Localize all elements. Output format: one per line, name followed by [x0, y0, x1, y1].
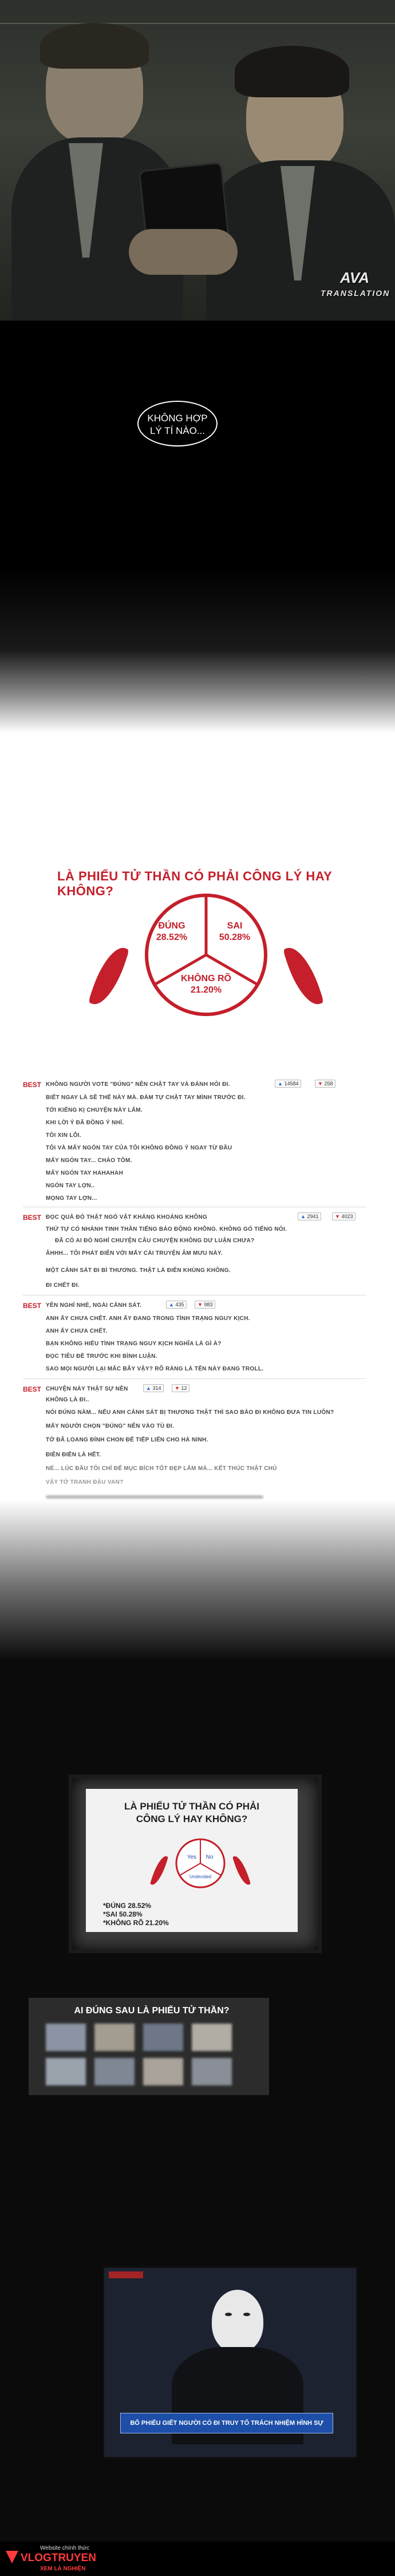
blurred-thumbnail	[94, 2024, 135, 2051]
comment-3-line-6: SAO MỌI NGƯỜI LẠI MẮC BẪY VẬY? RÕ RÀNG LÀ TÊN NÀY ĐANG TROLL.	[46, 1366, 264, 1372]
slide-stats	[103, 1902, 169, 1927]
thumbs-down-icon: ▼	[175, 1385, 180, 1391]
mini-pie-no: No	[206, 1854, 214, 1860]
comment-4-line-4: MẤY NGƯỜI CHỌN "ĐÚNG" NÊN VÀO TÙ ĐI.	[46, 1423, 175, 1429]
comment-1-line-8: MẤY NGÓN TAY HAHAHAH	[46, 1170, 124, 1176]
watermark-main: AVA	[340, 269, 370, 286]
wall-trim	[0, 23, 395, 24]
comment-1-line-5: TÔI XIN LỖI.	[46, 1132, 81, 1139]
comment-1-line-9: NGÓN TAY LỢN..	[46, 1183, 95, 1189]
comment-3-downvote[interactable]	[195, 1301, 215, 1309]
comment-4-line-6: ĐIÊN ĐIỀN LÀ HẾT.	[46, 1452, 101, 1458]
downvote-count: 258	[324, 1081, 333, 1086]
slice-khongro-label	[177, 973, 235, 996]
masked-figure-head	[212, 2290, 263, 2353]
slice-khongro-value: 21.20%	[190, 985, 222, 995]
footer-sub: XEM LÀ NGHIỆN	[40, 2566, 86, 2572]
panel-two-men-phone	[0, 0, 395, 321]
comment-2-line-1: ĐỌC QUẢ ĐÓ THẬT NGÓ VẬT KHẢNG KHOÁNG KHÔNG	[46, 1214, 208, 1220]
stat-khongro: *KHÔNG RÕ 21.20%	[103, 1919, 169, 1927]
upvote-count: 314	[152, 1385, 161, 1391]
comment-3-line-5: ĐỌC TIÊU ĐỀ TRƯỚC KHI BÌNH LUẬN.	[46, 1353, 157, 1360]
comment-4-line-7: NÉ... LÚC ĐẦU TÔI CHỈ ĐẾ MỤC BÍCH TỐT ĐẸP LẮM MÀ... KẾT THÚC THẬT CHỦ	[46, 1465, 277, 1472]
comment-3-line-3: ANH ẤY CHƯA CHẾT.	[46, 1328, 108, 1334]
breaking-news-badge	[109, 2271, 143, 2278]
comment-4-line-2: KHÔNG LÀ ĐI..	[46, 1397, 89, 1403]
blurred-thumbnail	[143, 2024, 183, 2051]
hands	[129, 229, 238, 275]
comment-1-line-3: TỚI KIẾNG KỊ CHUYỆN NÀY LẮM.	[46, 1107, 143, 1113]
downvote-count: 12	[181, 1385, 187, 1391]
comment-2-line-2: THỨ TỰ CÓ NHÁNH TINH THẦN TIẾNG BÁO ĐỘNG KHÔNG. KHÔNG GÓ TIẾNG NÓI.	[46, 1226, 287, 1232]
comment-2-line-6: ĐI CHẾT ĐI.	[46, 1282, 80, 1289]
mini-pie-yes: Yes	[187, 1854, 197, 1860]
comment-4-line-8: VẬY TỚ TRANH ĐẬU VAN?	[46, 1479, 124, 1485]
comment-1-line-6: TÔI VÀ MẤY NGÓN TAY CỦA TÔI KHÔNG ĐỒNG Ý NGAY TỪ ĐẦU	[46, 1145, 232, 1151]
blurred-thumbnail	[192, 2058, 232, 2085]
comment-1-line-7: MẤY NGÓN TAY... CHÀO TÔM.	[46, 1157, 132, 1164]
slide-title	[97, 1800, 286, 1826]
slide-title-line-2: CÔNG LÝ HAY KHÔNG?	[136, 1814, 248, 1824]
news-caption-bar: BỐ PHIẾU GIẾT NGƯỜI CÓ ĐI TRUY TỐ TRÁCH NHIỆM HÌNH SỰ	[120, 2413, 333, 2433]
slide-title-line-1: LÀ PHIẾU TỬ THẦN CÓ PHẢI	[124, 1801, 260, 1812]
upvote-count: 2941	[307, 1214, 319, 1219]
comment-4-line-3: NÓI ĐÚNG NÀM... NẾU ANH CẢNH SÁT BỊ THƯƠNG THẬT THÌ SAO BẢO ĐI KHÔNG ĐƯA TIN LUÔN?	[46, 1409, 334, 1416]
blurred-thumbnail	[192, 2024, 232, 2051]
blurred-thumbnail	[94, 2058, 135, 2085]
comment-2-line-3: ĐÃ CÓ AI ĐÓ NGHỈ CHUYỆN CÂU CHUYỆN KHÔNG DƯ LUẬN CHƯA?	[55, 1238, 255, 1244]
comment-1-line-4: KHI LỜI Ý ĐÃ ĐỒNG Ý NHỈ.	[46, 1120, 124, 1126]
comment-3-tag: BEST	[23, 1302, 42, 1310]
footer-logo[interactable]: VLOGTRUYEN	[21, 2552, 96, 2564]
comment-4-tag: BEST	[23, 1385, 42, 1393]
slice-dung-label	[149, 920, 195, 943]
blurred-panel-title: AI ĐÚNG SAU LÀ PHIẾU TỬ THẦN?	[74, 2006, 230, 2016]
right-man-hair	[235, 46, 349, 97]
comment-2-line-5: MỘT CẢNH SÁT ĐI BÌ THƯƠNG. THẬT LÀ ĐIÊN KHÙNG KHÔNG.	[46, 1267, 231, 1274]
mask-eye-right	[243, 2313, 250, 2316]
stat-sai: *SAI 50.28%	[103, 1910, 143, 1918]
blurred-thumbnail	[46, 2058, 86, 2085]
thumbs-down-icon: ▼	[198, 1302, 203, 1307]
thumbs-down-icon: ▼	[335, 1214, 340, 1219]
thumbs-up-icon: ▲	[169, 1302, 174, 1307]
mask-eye-left	[225, 2313, 232, 2316]
comment-1-line-10: MỌNG TAY LỢN...	[46, 1195, 97, 1202]
comment-3-line-2: ANH ẤY CHƯA CHẾT. ANH ẤY ĐANG TRONG TÌNH TRẠNG NGUY KỊCH.	[46, 1315, 250, 1322]
divider	[23, 1378, 366, 1379]
comment-1-line-2: BIẾT NGAY LÀ SẼ THẾ NÀY MÀ. ĐÁM TỰ CHẶT TAY MÌNH TRƯỚC ĐI.	[46, 1095, 246, 1101]
downvote-count: 4023	[341, 1214, 353, 1219]
stat-dung: *ĐÚNG 28.52%	[103, 1902, 152, 1910]
thumbs-up-icon: ▲	[278, 1081, 283, 1086]
thumbs-up-icon: ▲	[146, 1385, 151, 1391]
slice-dung-name: ĐÚNG	[158, 921, 185, 931]
speech-bubble	[137, 401, 218, 447]
left-man-hair	[40, 23, 149, 69]
bubble-line-2: LÝ TÍ NÀO...	[149, 425, 206, 436]
slide-mini-pie	[172, 1835, 229, 1892]
slice-sai-name: SAI	[227, 921, 243, 931]
upvote-count: 435	[175, 1302, 184, 1307]
comment-3-upvote[interactable]	[166, 1301, 187, 1309]
comment-2-tag: BEST	[23, 1214, 42, 1222]
slice-sai-value: 50.28%	[219, 933, 251, 942]
fade-to-dark	[0, 1500, 395, 1660]
poll-pie-chart	[137, 886, 275, 1024]
comment-4-upvote[interactable]	[143, 1384, 164, 1392]
blurred-text	[46, 1495, 263, 1499]
comment-4-downvote[interactable]	[172, 1384, 189, 1392]
bubble-line-1: KHÔNG HỢP	[147, 413, 208, 424]
slice-dung-value: 28.52%	[156, 933, 188, 942]
comment-1-line-1: KHÔNG NGƯỜI VOTE "ĐÚNG" NÊN CHẶT TAY VÀ ĐÁNH HỎI ĐI.	[46, 1081, 230, 1088]
blurred-thumbnail	[143, 2058, 183, 2085]
comment-1-upvote[interactable]	[275, 1080, 301, 1088]
comment-3-line-4: BẠN KHÔNG HIỂU TÌNH TRẠNG NGUY KỊCH NGHĨA LÀ GÌ À?	[46, 1341, 222, 1347]
black-transition	[0, 321, 395, 870]
slice-khongro-name: KHÔNG RÕ	[181, 974, 231, 983]
thumbs-up-icon: ▲	[301, 1214, 306, 1219]
comment-4-line-5: TỚ ĐÃ LOANG ĐÍNH CHON ĐẾ TIẾP LIẾN CHO HÀ NINH.	[46, 1437, 208, 1443]
comment-1-tag: BEST	[23, 1081, 42, 1089]
footer-site-label: Website chính thức	[40, 2545, 89, 2551]
blurred-thumbnail	[46, 2024, 86, 2051]
thumbs-down-icon: ▼	[318, 1081, 323, 1086]
poll-title: LÀ PHIẾU TỬ THẦN CÓ PHẢI CÔNG LÝ HAY KHÔNG?	[57, 869, 332, 898]
comment-3-line-1: YÊN NGHỈ NHÉ, NGÀI CẢNH SÁT.	[46, 1302, 142, 1309]
comment-2-upvote[interactable]	[298, 1212, 321, 1220]
comment-4-line-1: CHUYỆN NÀY THẬT SỰ NÊN	[46, 1386, 128, 1392]
upvote-count: 14584	[284, 1081, 299, 1086]
slice-sai-label	[212, 920, 258, 943]
comment-1-downvote[interactable]	[315, 1080, 335, 1088]
comment-2-line-4: ÂHHH... TÔI PHÁT ĐIÊN VỚI MẤY CÁI TRUYỆN ÂM MƯU NÀY.	[46, 1250, 223, 1257]
comment-2-downvote[interactable]	[332, 1212, 356, 1220]
watermark-sub: TRANSLATION	[321, 289, 390, 298]
downvote-count: 983	[204, 1302, 213, 1307]
mini-pie-undecided: Undecided	[189, 1874, 212, 1879]
